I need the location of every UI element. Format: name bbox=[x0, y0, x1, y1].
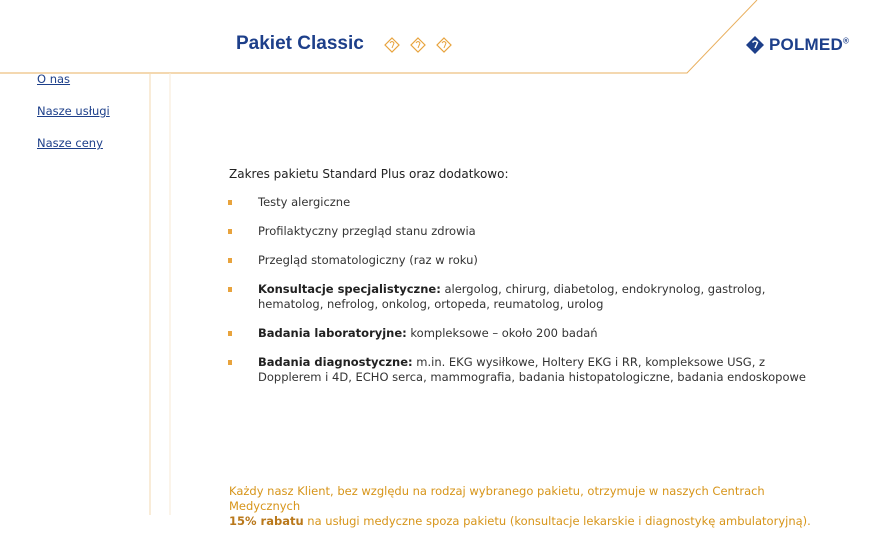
bullet-icon bbox=[228, 200, 232, 205]
polmed-logo-text: POLMED® bbox=[769, 35, 850, 54]
list-item: Testy alergiczne bbox=[228, 195, 828, 210]
page-title: Pakiet Classic bbox=[236, 33, 364, 54]
bullet-icon bbox=[228, 287, 232, 292]
list-item: Badania diagnostyczne: m.in. EKG wysiłkowe, Holtery EKG i RR, kompleksowe USG, z Dopplerem i 4D, ECHO serca, mammografia, badania histopatologiczne, badania endoskopowe bbox=[228, 355, 828, 385]
bullet-icon bbox=[228, 360, 232, 365]
nav-link-o-nas[interactable]: O nas bbox=[37, 72, 71, 86]
package-scope-heading: Zakres pakietu Standard Plus oraz dodatkowo: bbox=[229, 167, 509, 181]
rating-diamonds bbox=[384, 37, 452, 53]
list-item: Konsultacje specjalistyczne: alergolog, chirurg, diabetolog, endokrynolog, gastrolog, hematolog, nefrolog, onkolog, ortopeda, reumatolog, urolog bbox=[228, 282, 828, 312]
bullet-icon bbox=[228, 331, 232, 336]
list-item: Profilaktyczny przegląd stanu zdrowia bbox=[228, 224, 828, 239]
bullet-icon bbox=[228, 258, 232, 263]
nav-link-nasze-uslugi[interactable]: Nasze usługi bbox=[37, 104, 110, 118]
polmed-logo-icon bbox=[746, 36, 764, 54]
nav-link-nasze-ceny[interactable]: Nasze ceny bbox=[37, 136, 103, 150]
diamond-icon bbox=[436, 37, 452, 53]
list-item: Przegląd stomatologiczny (raz w roku) bbox=[228, 253, 828, 268]
diamond-icon bbox=[410, 37, 426, 53]
polmed-logo bbox=[746, 35, 849, 55]
discount-note: Każdy nasz Klient, bez względu na rodzaj wybranego pakietu, otrzymuje w naszych Centrach Medycznych 15% rabatu na usługi medyczne spoza pakietu (konsultacje lekarskie i diagnostykę ambulatoryjną). bbox=[229, 484, 811, 528]
package-features-list bbox=[228, 195, 828, 385]
list-item: Badania laboratoryjne: kompleksowe – około 200 badań bbox=[228, 326, 828, 341]
diamond-icon bbox=[384, 37, 400, 53]
bullet-icon bbox=[228, 229, 232, 234]
